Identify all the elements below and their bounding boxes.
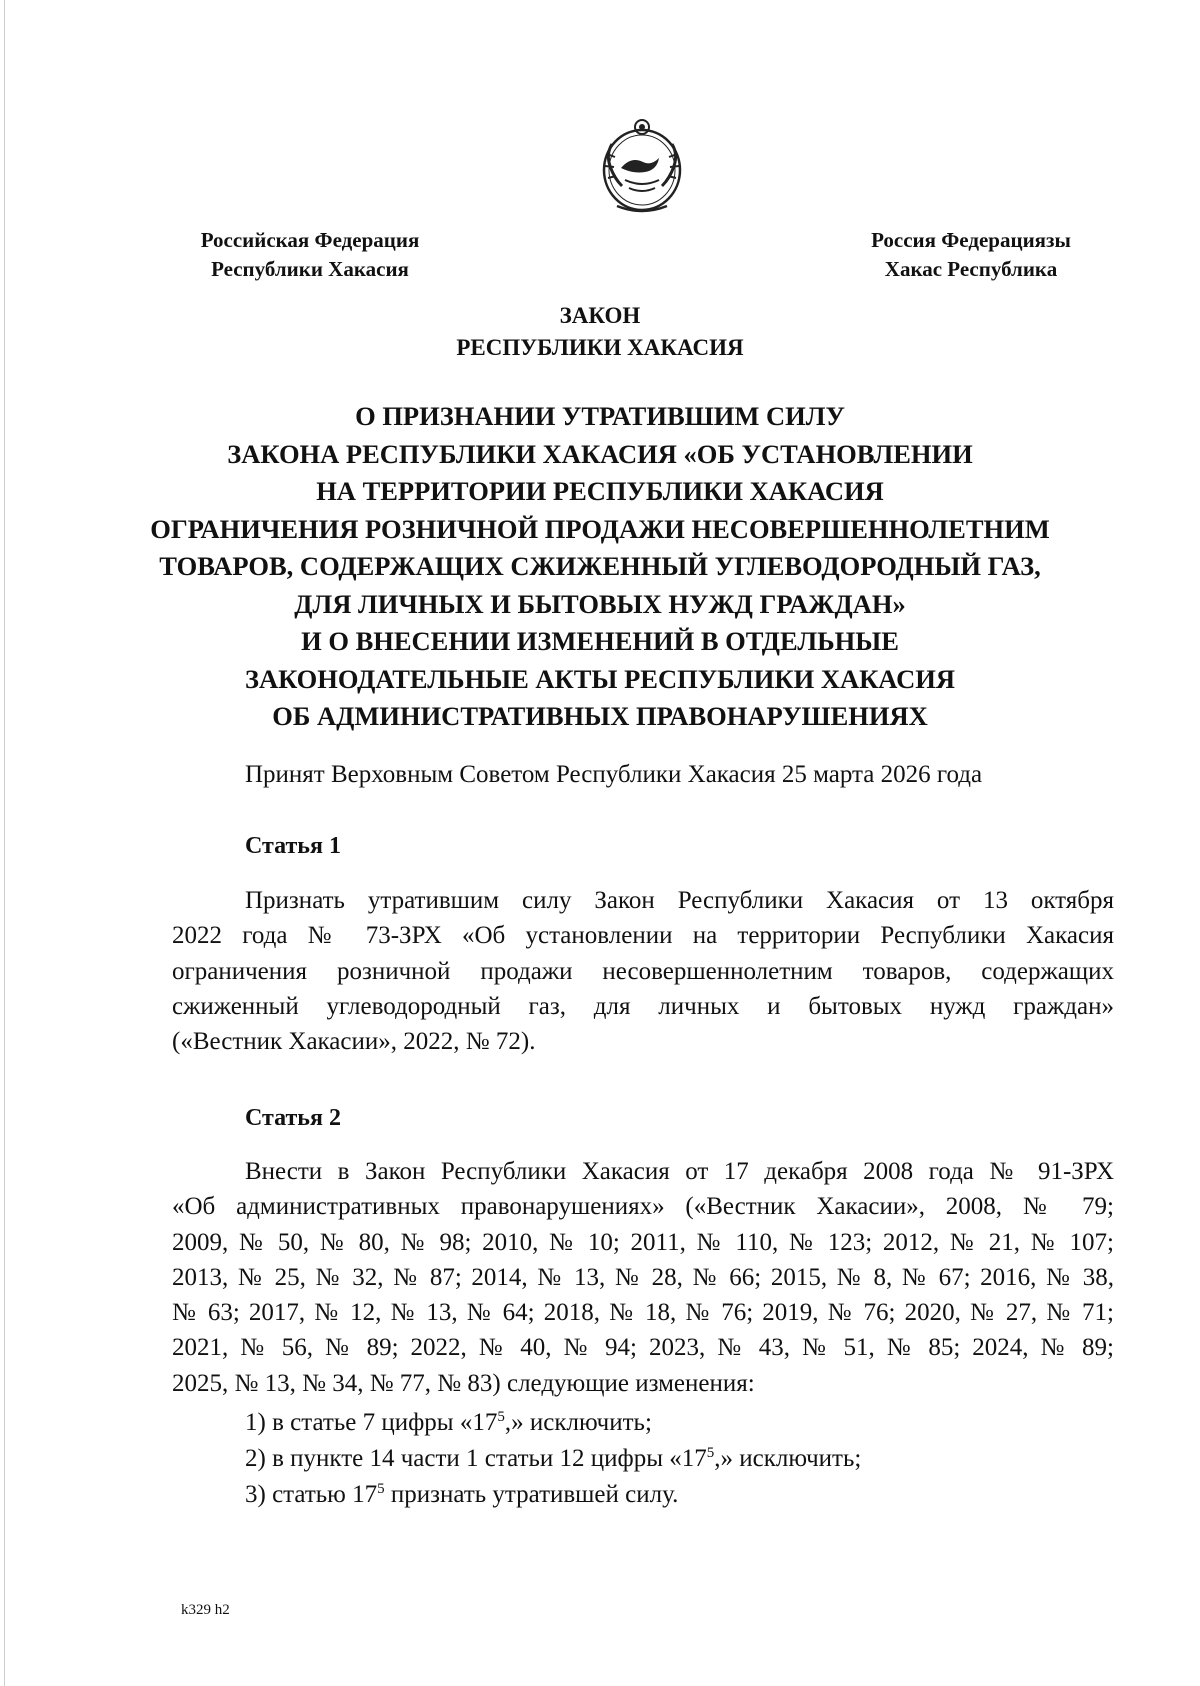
item-1-text-before: 1) в статье 7 цифры «17 — [245, 1409, 498, 1436]
article-1-line: («Вестник Хакасии», 2022, № 72). — [172, 1028, 536, 1056]
article-2-heading: Статья 2 — [245, 1105, 341, 1131]
law-title-line: ОБ АДМИНИСТРАТИВНЫХ ПРАВОНАРУШЕНИЯХ — [272, 701, 928, 731]
article-1-line: ограничения розничной продажи несовершеннолетним товаров, содержащих — [172, 957, 1114, 985]
article-2-text — [172, 1154, 1114, 1401]
law-title-line: НА ТЕРРИТОРИИ РЕСПУБЛИКИ ХАКАСИЯ — [316, 476, 884, 506]
article-2-line: 2009, № 50, № 80, № 98; 2010, № 10; 2011, № 110, № 123; 2012, № 21, № 107; — [172, 1228, 1114, 1256]
item-3-superscript: 5 — [377, 1481, 385, 1497]
article-1-line: Признать утратившим силу Закон Республики Хакасия от 13 октября — [245, 887, 1114, 914]
header-left-block — [175, 226, 445, 284]
article-1-heading: Статья 1 — [245, 833, 341, 859]
article-2-line: Внести в Закон Республики Хакасия от 17 декабря 2008 года № 91-ЗРХ — [245, 1158, 1114, 1185]
adoption-statement: Принят Верховным Советом Республики Хакасия 25 марта 2026 года — [245, 761, 983, 788]
item-2-text-before: 2) в пункте 14 части 1 статьи 12 цифры «17 — [245, 1445, 707, 1472]
item-3-text-after: признать утратившей силу. — [384, 1481, 679, 1508]
law-title-line: О ПРИЗНАНИИ УТРАТИВШИМ СИЛУ — [355, 401, 845, 431]
item-1-text-after: ,» исключить; — [504, 1409, 652, 1436]
article-1-text — [172, 883, 1114, 1059]
article-2-line: 2025, № 13, № 34, № 77, № 83) следующие изменения: — [172, 1369, 755, 1397]
article-1-line: 2022 года № 73-ЗРХ «Об установлении на территории Республики Хакасия — [172, 922, 1114, 950]
header-left-line2: Республики Хакасия — [211, 257, 409, 281]
item-1-superscript: 5 — [497, 1409, 505, 1425]
amendment-item-3 — [245, 1479, 678, 1511]
law-title — [0, 398, 1200, 736]
law-title-line: ЗАКОНА РЕСПУБЛИКИ ХАКАСИЯ «ОБ УСТАНОВЛЕНИИ — [227, 438, 973, 469]
amendment-item-1 — [245, 1407, 652, 1439]
item-3-text-before: 3) статью 17 — [245, 1481, 378, 1508]
khakassia-coat-of-arms-icon — [587, 114, 697, 220]
header-right-line2: Хакас Республика — [884, 257, 1058, 281]
law-title-line: И О ВНЕСЕНИИ ИЗМЕНЕНИЙ В ОТДЕЛЬНЫЕ — [301, 626, 899, 656]
item-2-superscript: 5 — [706, 1445, 715, 1461]
law-title-line: ЗАКОНОДАТЕЛЬНЫЕ АКТЫ РЕСПУБЛИКИ ХАКАСИЯ — [244, 663, 956, 694]
law-type-heading — [0, 300, 1200, 364]
item-2-text-after: ,» исключить; — [714, 1445, 862, 1472]
document-code: k329 h2 — [181, 1602, 230, 1618]
header-right-block — [846, 226, 1096, 284]
law-title-line: ОГРАНИЧЕНИЯ РОЗНИЧНОЙ ПРОДАЖИ НЕСОВЕРШЕННОЛЕТНИМ — [150, 513, 1050, 544]
law-type-line1: ЗАКОН — [559, 303, 641, 328]
scan-edge-line — [4, 0, 5, 1686]
header-right-line1: Россия Федерациязы — [871, 228, 1071, 252]
article-2-line: № 63; 2017, № 12, № 13, № 64; 2018, № 18, № 76; 2019, № 76; 2020, № 27, № 71; — [172, 1299, 1114, 1327]
header-left-line1: Российская Федерация — [200, 228, 420, 252]
article-2-line: 2021, № 56, № 89; 2022, № 40, № 94; 2023, № 43, № 51, № 85; 2024, № 89; — [172, 1334, 1114, 1362]
law-title-line: ДЛЯ ЛИЧНЫХ И БЫТОВЫХ НУЖД ГРАЖДАН» — [294, 588, 906, 619]
article-1-line: сжиженный углеводородный газ, для личных и бытовых нужд граждан» — [172, 992, 1114, 1020]
article-2-line: «Об административных правонарушениях» («Вестник Хакасии», 2008, № 79; — [172, 1193, 1114, 1221]
law-title-line: ТОВАРОВ, СОДЕРЖАЩИХ СЖИЖЕННЫЙ УГЛЕВОДОРОДНЫЙ ГАЗ, — [159, 551, 1041, 581]
law-type-line2: РЕСПУБЛИКИ ХАКАСИЯ — [456, 335, 744, 360]
article-2-line: 2013, № 25, № 32, № 87; 2014, № 13, № 28, № 66; 2015, № 8, № 67; 2016, № 38, — [172, 1263, 1114, 1291]
amendment-item-2 — [245, 1443, 861, 1475]
